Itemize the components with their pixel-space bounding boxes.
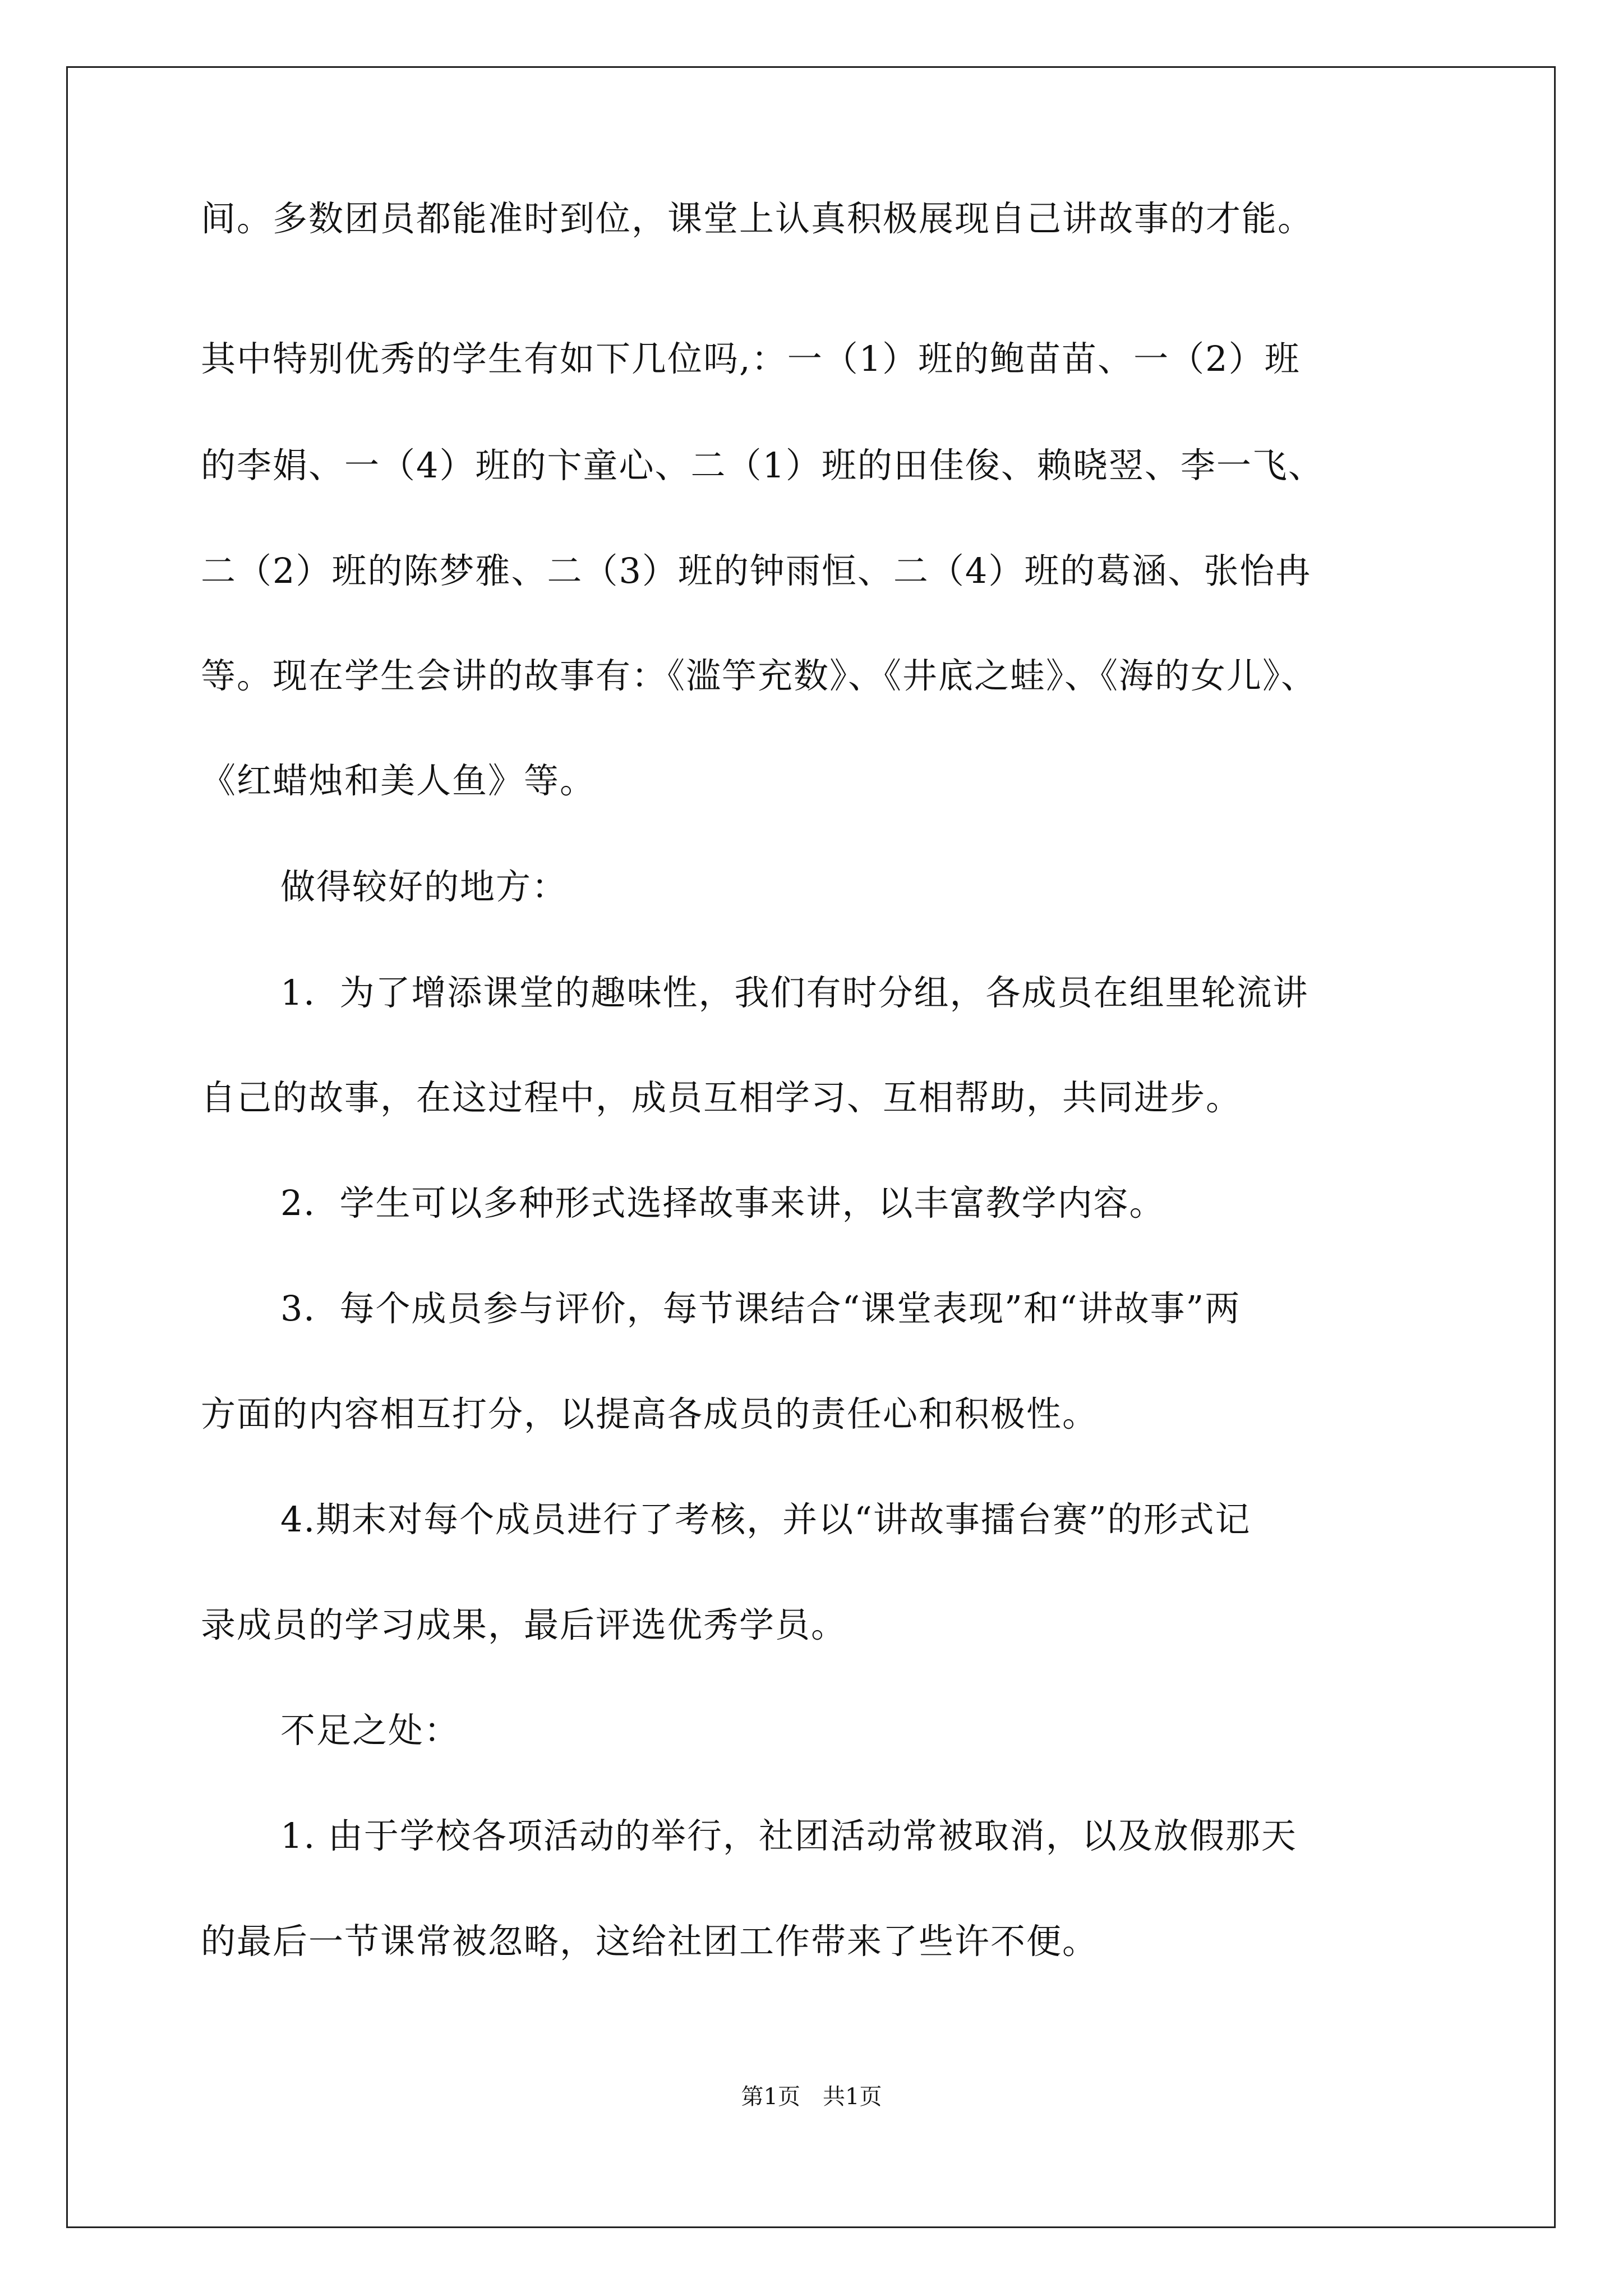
section-heading: 不足之处： [280,1710,460,1751]
body-text-line: 二（2）班的陈梦雅、二（3）班的钟雨恒、二（4）班的葛涵、张怡冉 [201,550,1312,591]
body-text-line: 方面的内容相互打分，以提高各成员的责任心和积极性。 [201,1393,1099,1434]
body-text-line: 间。多数团员都能准时到位，课堂上认真积极展现自己讲故事的才能。 [201,198,1314,239]
body-text-line: 自己的故事，在这过程中，成员互相学习、互相帮助，共同进步。 [201,1077,1242,1118]
body-text-line: 的最后一节课常被忽略，这给社团工作带来了些许不便。 [201,1921,1099,1962]
body-text-line: 1. 由于学校各项活动的举行，社团活动常被取消，以及放假那天 [280,1815,1297,1856]
body-text-line: 录成员的学习成果，最后评选优秀学员。 [201,1604,847,1645]
section-heading: 做得较好的地方： [280,866,568,907]
body-text-line: 的李娟、一（4）班的卞童心、二（1）班的田佳俊、赖晓翌、李一飞、 [201,445,1324,486]
body-text-line: 2．学生可以多种形式选择故事来讲，以丰富教学内容。 [280,1182,1165,1223]
body-text-line: 其中特别优秀的学生有如下几位吗,：一（1）班的鲍苗苗、一（2）班 [201,338,1301,379]
body-text-line: 等。现在学生会讲的故事有：《滥竽充数》、《井底之蛙》、《海的女儿》、 [201,655,1317,696]
body-text-line: 3．每个成员参与评价，每节课结合“课堂表现”和“讲故事”两 [280,1288,1241,1329]
page-border [66,66,1556,2228]
body-text-line: 4.期末对每个成员进行了考核，并以“讲故事擂台赛”的形式记 [280,1499,1251,1540]
body-text-line: 《红蜡烛和美人鱼》等。 [201,760,596,801]
body-text-line: 1．为了增添课堂的趣味性，我们有时分组，各成员在组里轮流讲 [280,972,1309,1013]
page-footer: 第1页 共1页 [741,2084,882,2110]
